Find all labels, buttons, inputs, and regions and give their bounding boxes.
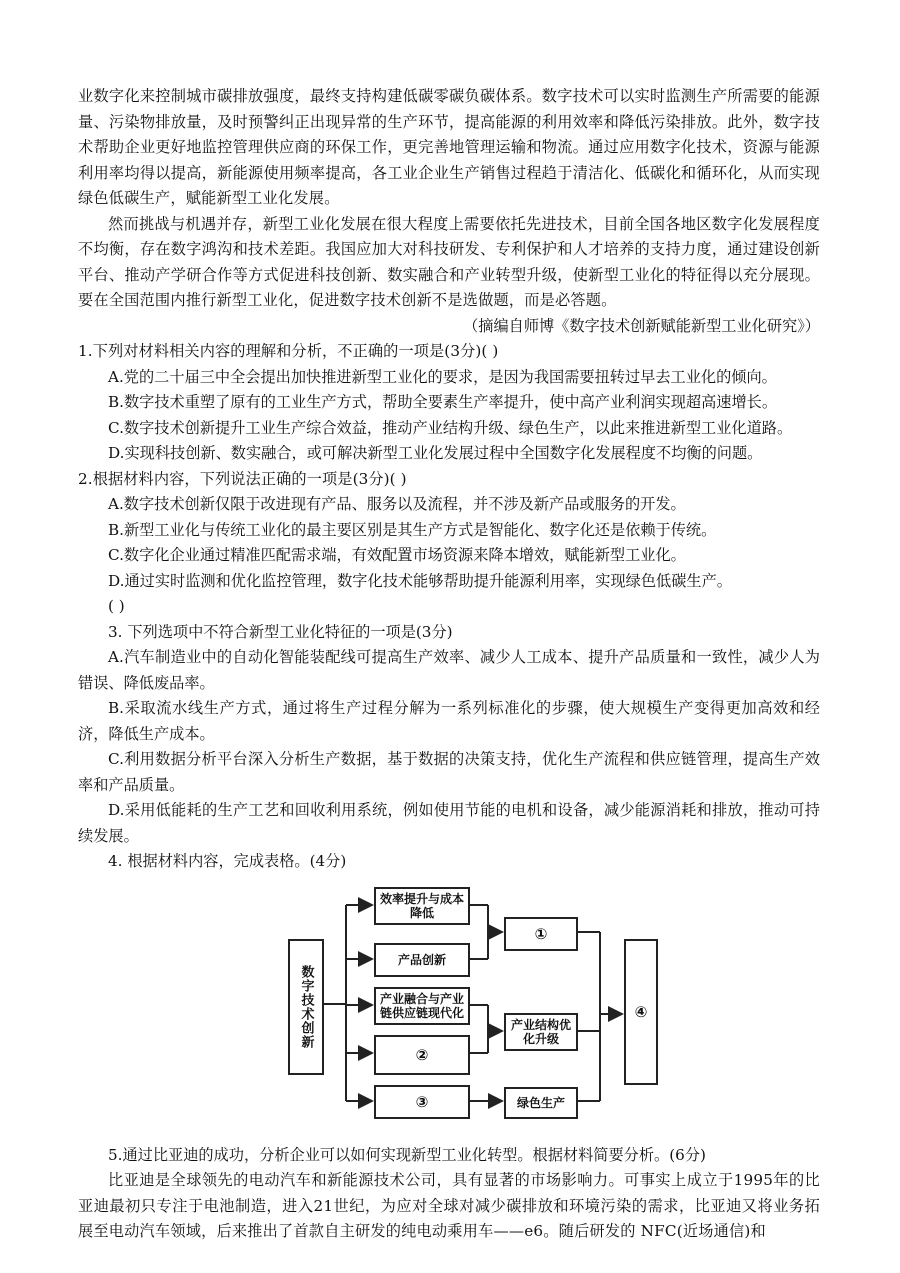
question-3-option-d: D.采用低能耗的生产工艺和回收利用系统，例如使用节能的电机和设备，减少能源消耗和排放，推动可持续发展。 xyxy=(78,801,820,845)
blank-3-label: ③ xyxy=(415,1092,429,1111)
blank-3-box xyxy=(374,1085,470,1119)
digital-innovation-label: 数字技术创新 xyxy=(298,964,314,1049)
question-2-option-c: C.数字化企业通过精准匹配需求端，有效配置市场资源来降本增效，赋能新型工业化。 xyxy=(108,546,686,564)
blank-2-label: ② xyxy=(415,1045,429,1064)
question-5-material: 比亚迪是全球领先的电动汽车和新能源技术公司，具有显著的市场影响力。可事实上成立于1995年的比亚迪最初只专注于电池制造，进入21世纪，为应对全球对减少碳排放和环境污染的需求，比亚迪又将业务拓展至电动汽车领域，后来推出了首款自主研发的纯电动乘用车——e6。随后研发的 NFC(近场通信)和 xyxy=(78,1171,820,1240)
green-production-label: 绿色生产 xyxy=(516,1095,565,1110)
question-2-stem: 2.根据材料内容，下列说法正确的一项是(3分)( ) xyxy=(78,469,407,488)
question-3-option-c: C.利用数据分析平台深入分析生产数据，基于数据的决策支持，优化生产流程和供应链管理，提高生产效率和产品质量。 xyxy=(78,750,820,794)
product-innovation-box xyxy=(374,943,470,977)
document-page xyxy=(78,84,820,1245)
industry-integration-box xyxy=(374,987,470,1025)
passage-source: （摘编自师博《数字技术创新赋能新型工业化研究》） xyxy=(463,316,820,335)
efficiency-cost-label: 效率提升与成本降低 xyxy=(379,891,464,920)
structure-upgrade-label: 产业结构优化升级 xyxy=(510,1017,571,1046)
efficiency-cost-box xyxy=(374,887,470,925)
question-2-option-a: A.数字技术创新仅限于改进现有产品、服务以及流程，并不涉及新产品或服务的开发。 xyxy=(108,495,686,513)
question-2-answer-paren: ( ) xyxy=(108,597,125,615)
flow-diagram xyxy=(78,879,820,1141)
question-1-option-a: A.党的二十届三中全会提出加快推进新型工业化的要求，是因为我国需要扭转过早去工业化的倾向。 xyxy=(108,367,777,386)
blank-4-label: ④ xyxy=(634,1002,648,1021)
blank-2-box xyxy=(374,1035,470,1075)
industry-integration-label: 产业融合与产业链供应链现代化 xyxy=(379,991,464,1020)
question-1-stem: 1.下列对材料相关内容的理解和分析，不正确的一项是(3分)( ) xyxy=(78,342,499,360)
question-3-option-a: A.汽车制造业中的自动化智能装配线可提高生产效率、减少人工成本、提升产品质量和一致性，减少人为错误、降低废品率。 xyxy=(78,648,820,692)
question-2-option-d: D.通过实时监测和优化监控管理，数字化技术能够帮助提升能源利用率，实现绿色低碳生产。 xyxy=(108,571,732,590)
digital-innovation-box xyxy=(288,939,324,1075)
product-innovation-label: 产品创新 xyxy=(397,952,446,967)
blank-4-box xyxy=(624,939,658,1085)
structure-upgrade-box xyxy=(504,1013,578,1051)
question-1-option-b: B.数字技术重塑了原有的工业生产方式，帮助全要素生产率提升，使中高产业利润实现超高速增长。 xyxy=(108,393,778,411)
green-production-box xyxy=(504,1087,578,1119)
question-2-option-b: B.新型工业化与传统工业化的最主要区别是其生产方式是智能化、数字化还是依赖于传统。 xyxy=(108,520,717,539)
passage-paragraph-2: 然而挑战与机遇并存，新型工业化发展在很大程度上需要依托先进技术，目前全国各地区数字化发展程度不均衡，存在数字鸿沟和技术差距。我国应加大对科技研发、专利保护和人才培养的支持力度，通过建设创新平台、推动产学研合作等方式促进科技创新、数实融合和产业转型升级，使新型工业化的特征得以充分展现。要在全国范围内推行新型工业化，促进数字技术创新不是选做题，而是必答题。 xyxy=(78,214,820,309)
passage-paragraph-1: 业数字化来控制城市碳排放强度，最终支持构建低碳零碳负碳体系。数字技术可以实时监测生产所需要的能源量、污染物排放量，及时预警纠正出现异常的生产环节，提高能源的利用效率和降低污染排放。此外，数字技术帮助企业更好地监控管理供应商的环保工作，更完善地管理运输和物流。通过应用数字化技术，资源与能源利用率均得以提高，新能源使用频率提高，各工业企业生产销售过程趋于清洁化、低碳化和循环化，从而实现绿色低碳生产，赋能新型工业化发展。 xyxy=(78,87,820,207)
question-4-stem: 4. 根据材料内容，完成表格。(4分) xyxy=(108,852,347,870)
question-1-option-c: C.数字技术创新提升工业生产综合效益，推动产业结构升级、绿色生产，以此来推进新型工业化道路。 xyxy=(108,418,793,437)
blank-1-label: ① xyxy=(534,924,548,943)
blank-1-box xyxy=(504,917,578,951)
question-3-stem: 3. 下列选项中不符合新型工业化特征的一项是(3分) xyxy=(108,622,453,641)
question-5-stem: 5.通过比亚迪的成功，分析企业可以如何实现新型工业化转型。根据材料简要分析。(6分) xyxy=(108,1145,706,1164)
question-3-option-b: B.采取流水线生产方式，通过将生产过程分解为一系列标准化的步骤，使大规模生产变得更加高效和经济，降低生产成本。 xyxy=(78,699,820,743)
question-1-option-d: D.实现科技创新、数实融合，或可解决新型工业化发展过程中全国数字化发展程度不均衡的问题。 xyxy=(108,444,763,462)
